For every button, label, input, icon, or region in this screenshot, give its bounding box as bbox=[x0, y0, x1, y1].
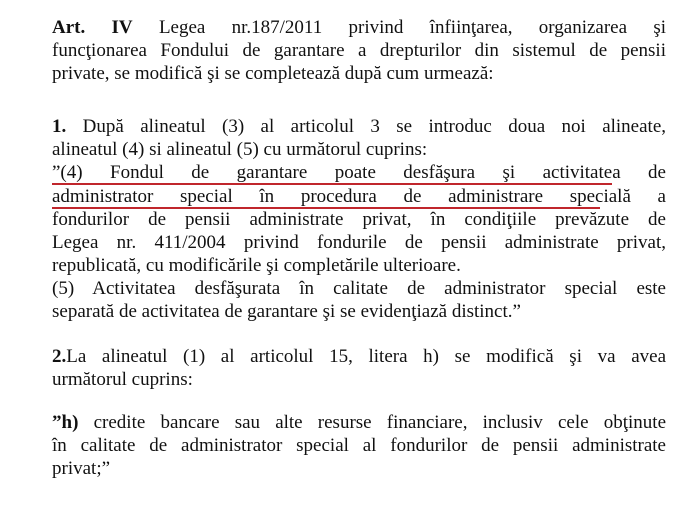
point1-line-2: alineatul (4) si alineatul (5) cu următorul cuprins: bbox=[52, 139, 428, 160]
article-line-2: funcţionarea Fondului de garantare a drepturilor din sistemul de pensii bbox=[52, 40, 666, 61]
point2-line-2: următorul cuprins: bbox=[52, 369, 193, 390]
point1-line-4: administrator special în procedura de administrare specială a bbox=[52, 186, 666, 207]
article-line-1 bbox=[52, 17, 666, 39]
point2-number: 2. bbox=[52, 346, 67, 367]
article-heading: Art. IV bbox=[52, 17, 133, 38]
point2-text: La alineatul (1) al articolul 15, litera h) se modifică şi va avea bbox=[66, 346, 666, 367]
point1-line-5: fondurilor de pensii administrate privat, în condiţiile prevăzute de bbox=[52, 209, 666, 230]
quote-h-line-3: privat;” bbox=[52, 458, 111, 479]
red-underline-1 bbox=[52, 183, 612, 185]
quote-h-line-2: în calitate de administrator special al fondurilor de pensii administrate bbox=[52, 435, 666, 456]
point1-line-6: Legea nr. 411/2004 privind fondurile de pensii administrate privat, bbox=[52, 232, 666, 253]
article-line-3: private, se modifică şi se completează după cum urmează: bbox=[52, 63, 494, 84]
point1-line-1 bbox=[52, 116, 666, 138]
point2-line-1 bbox=[52, 346, 666, 368]
point1-line-3: ”(4) Fondul de garantare poate desfăşura şi activitatea de bbox=[52, 162, 666, 183]
point1-line-7: republicată, cu modificările şi completările ulterioare. bbox=[52, 255, 461, 276]
quote-h-line-1 bbox=[52, 412, 666, 434]
point1-line-8: (5) Activitatea desfăşurata în calitate de administrator special este bbox=[52, 278, 666, 299]
quote-h-text: credite bancare sau alte resurse financiare, inclusiv cele obţinute bbox=[93, 412, 667, 433]
article-text: Legea nr.187/2011 privind înfiinţarea, organizarea şi bbox=[158, 17, 667, 38]
point1-text: După alineatul (3) al articolul 3 se introduc doua noi alineate, bbox=[82, 116, 667, 137]
point1-line-9: separată de activitatea de garantare şi se evidenţiază distinct.” bbox=[52, 301, 521, 322]
quote-h-marker: ”h) bbox=[52, 412, 79, 433]
point1-number: 1. bbox=[52, 116, 67, 137]
